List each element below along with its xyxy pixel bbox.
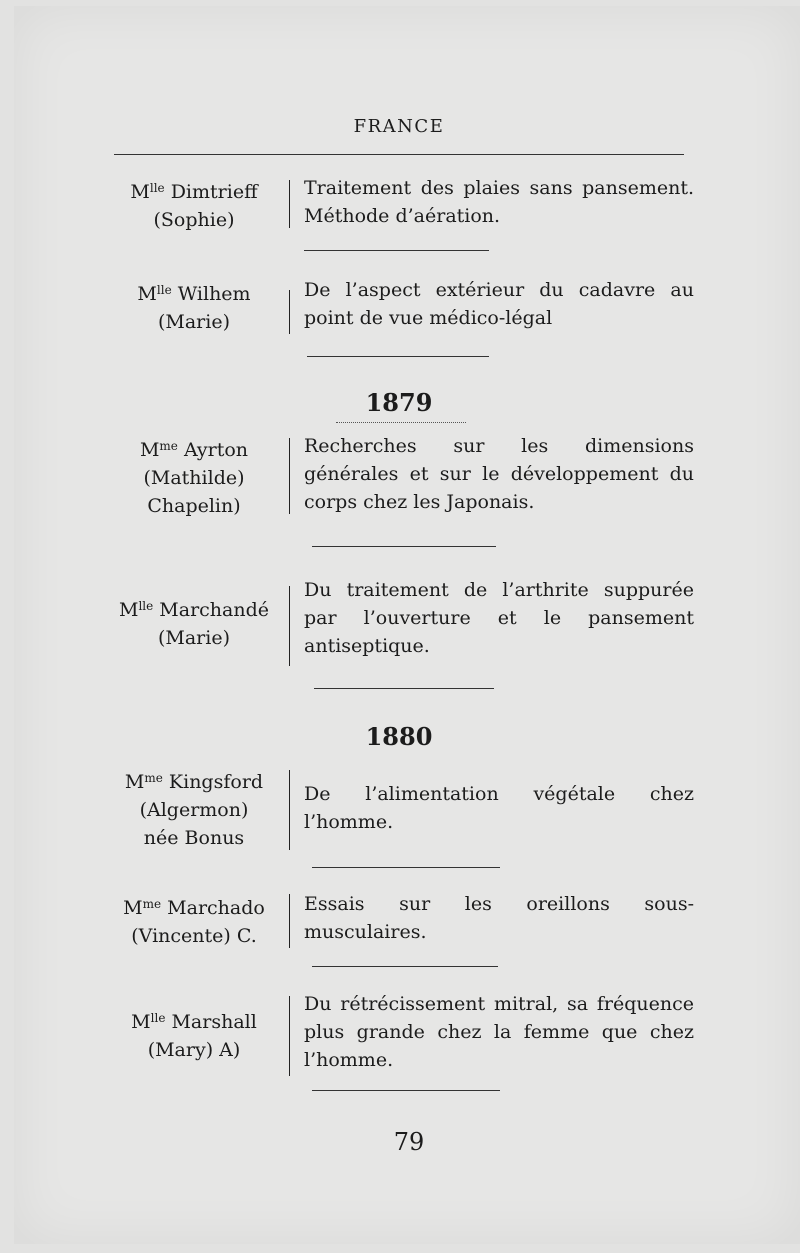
thesis-title: Du traitement de l’arthrite suppurée par l’ouverture et le pansement antiseptique. xyxy=(304,579,694,657)
author: $M^{lle}$ Dimtrieff (Sophie) xyxy=(130,181,258,231)
author: $M^{lle}$ Marshall (Mary) A) xyxy=(131,1011,257,1061)
thesis-title: De l’alimentation végétale chez l’homme. xyxy=(304,783,694,833)
header-rule xyxy=(114,154,684,155)
bracket-bar xyxy=(289,180,290,228)
bracket-bar xyxy=(289,290,290,334)
page xyxy=(14,6,800,1244)
separator xyxy=(307,356,489,357)
separator xyxy=(312,966,498,967)
separator xyxy=(314,688,494,689)
running-header: FRANCE xyxy=(353,116,445,137)
author: $M^{me}$ Marchado (Vincente) C. xyxy=(123,897,265,947)
thesis-title: De l’aspect extérieur du cadavre au point de vue médico-légal xyxy=(304,279,694,329)
bracket-bar xyxy=(289,770,290,850)
author: $M^{me}$ Ayrton (Mathilde) Chapelin) xyxy=(139,439,249,517)
separator xyxy=(312,1090,500,1091)
thesis-title: Recherches sur les dimensions générales et sur le développement du corps chez les Japonais. xyxy=(304,435,694,513)
page-number: 79 xyxy=(393,1128,425,1156)
year-heading: 1880 xyxy=(365,722,433,751)
thesis-title: Du rétrécissement mitral, sa fréquence plus grande chez la femme que chez l’homme. xyxy=(304,993,694,1071)
year-heading: 1879 xyxy=(365,388,433,417)
year-underline xyxy=(336,422,466,423)
bracket-bar xyxy=(289,586,290,666)
separator xyxy=(312,546,496,547)
bracket-bar xyxy=(289,438,290,514)
bracket-bar xyxy=(289,894,290,948)
author: $M^{me}$ Kingsford (Algermon) née Bonus xyxy=(124,771,264,849)
separator xyxy=(312,867,500,868)
author: $M^{lle}$ Wilhem (Marie) xyxy=(137,283,251,333)
bracket-bar xyxy=(289,996,290,1076)
thesis-title: Traitement des plaies sans pansement. Méthode d’aération. xyxy=(304,177,694,227)
author: $M^{lle}$ Marchandé (Marie) xyxy=(118,599,269,649)
separator xyxy=(304,250,489,251)
thesis-title: Essais sur les oreillons sous-musculaires. xyxy=(304,893,694,943)
